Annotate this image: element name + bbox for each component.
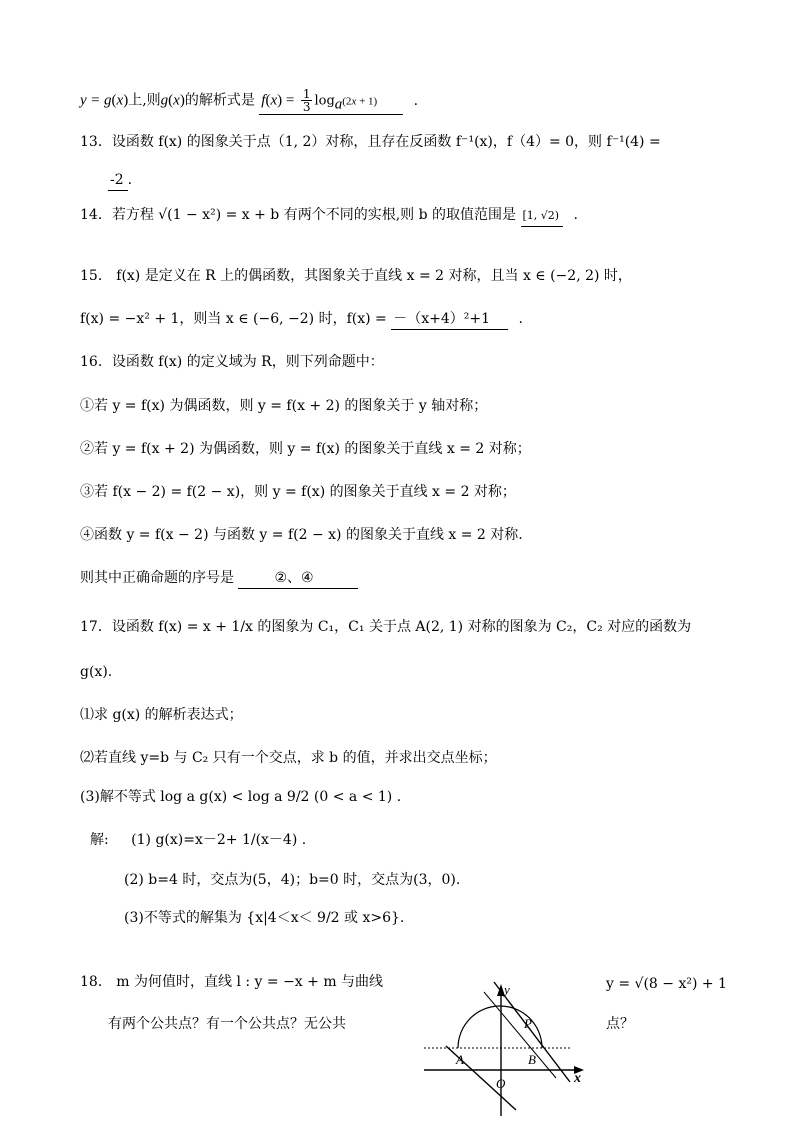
q17-line2 (80, 662, 112, 682)
q14-end: . (573, 207, 578, 223)
q16-item-4-text: ④函数 y = f(x − 2) 与函数 y = f(2 − x) 的图象关于直线 x = 2 对称. (80, 527, 523, 543)
q15-line1-text: 15． f(x) 是定义在 R 上的偶函数，其图象关于直线 x = 2 对称，且当 x ∈ (−2, 2) 时， (80, 268, 632, 284)
q12-end: . (413, 92, 419, 109)
q16-conclusion-text: 则其中正确命题的序号是 (80, 570, 234, 586)
q15-answer: －（x+4）²+1 (391, 309, 508, 330)
q13-line1 (80, 132, 661, 152)
tangent-line (494, 982, 570, 1082)
q13-text: 13．设函数 f(x) 的图象关于点（1, 2）对称，且存在反函数 f⁻¹(x)，f（4）= 0，则 f⁻¹(4) = (80, 134, 661, 150)
q16-item-2 (80, 439, 531, 459)
q17-solution-1 (90, 830, 306, 850)
q17-line2-text: g(x). (80, 664, 113, 680)
label-y: y (504, 982, 510, 997)
q18-figure (424, 978, 592, 1118)
q18-line1 (80, 972, 383, 992)
label-B: B (528, 1052, 536, 1067)
q15-line2 (80, 309, 523, 330)
q12-prefix: 上,则 (128, 92, 161, 109)
q17-solution-2 (124, 870, 460, 890)
q17-part-1-text: ⑴求 g(x) 的解析表达式； (80, 707, 243, 723)
q16-item-1-text: ①若 y = f(x) 为偶函数，则 y = f(x + 2) 的图象关于 y 轴对称； (80, 398, 488, 414)
q17-solution-3-text: (3)不等式的解集为 {x|4＜x＜ 9/2 或 x>6}. (124, 910, 405, 926)
q16-item-2-text: ②若 y = f(x + 2) 为偶函数，则 y = f(x) 的图象关于直线 x = 2 对称； (80, 441, 531, 457)
q12-mid: 的解析式是 (184, 92, 255, 109)
q18-curve-eq: y = √(8 − x²) + 1 (606, 976, 727, 992)
q16-stem (80, 352, 384, 372)
q16-item-4 (80, 525, 523, 545)
q17-part-1 (80, 705, 243, 725)
q12-line: y = g(x)上,则g(x)的解析式是 f(x) = $\frac{1}{3}$ $\log_a(2x + 1)$ . (80, 87, 419, 114)
q17-solution-3 (124, 908, 404, 928)
q12-answer: f(x) = $\frac{1}{3}$ $\log_a(2x + 1)$ (259, 88, 403, 115)
q14-answer: [1, √2) (521, 206, 564, 227)
q16-conclusion (80, 568, 358, 589)
q16-stem-text: 16．设函数 f(x) 的定义域为 R，则下列命题中： (80, 354, 384, 370)
label-P: P (524, 1016, 532, 1031)
q17-part-2-text: ⑵若直线 y=b 与 C₂ 只有一个交点，求 b 的值，并求出交点坐标； (80, 750, 497, 766)
label-O: O (496, 1076, 506, 1091)
q14-text: 14．若方程 √(1 − x²) = x + b 有两个不同的实根,则 b 的取值范围是 (80, 207, 517, 223)
q16-item-3-text: ③若 f(x − 2) = f(2 − x)，则 y = f(x) 的图象关于直线 x = 2 对称； (80, 484, 516, 500)
q18-line2-end (606, 1014, 634, 1034)
q12-y-eq-gx: y (80, 92, 87, 109)
q18-line2-text: 有两个公共点？有一个公共点？无公共 (108, 1016, 346, 1032)
q17-line1-text: 17．设函数 f(x) = x + 1/x 的图象为 C₁，C₁ 关于点 A(2, 1) 对称的图象为 C₂，C₂ 对应的函数为 (80, 619, 692, 635)
q16-item-3 (80, 482, 516, 502)
q14-line (80, 205, 578, 227)
line-through-P (484, 992, 556, 1078)
q13-line2 (108, 170, 132, 191)
label-x: x (574, 1071, 581, 1086)
q17-solution-1-text: (1) g(x)=x－2+ 1/(x－4) . (131, 832, 307, 848)
q17-line1 (80, 617, 691, 637)
q18-line1-text: 18． m 为何值时，直线 l : y = −x + m 与曲线 (80, 974, 384, 990)
q18-curve (606, 974, 727, 994)
q17-part-3 (80, 787, 401, 807)
q15-line2-text: f(x) = −x² + 1，则当 x ∈ (−6, −2) 时，f(x) = (80, 311, 387, 327)
q17-part-2 (80, 748, 497, 768)
q13-answer: -2 (108, 170, 128, 191)
q17-solution-label: 解: (90, 832, 109, 848)
q17-part-3-text: (3)解不等式 log a g(x) < log a 9/2 (0 < a < 1) . (80, 789, 402, 805)
q15-end: . (518, 311, 523, 327)
q13-end: . (127, 172, 133, 188)
q18-line2 (108, 1014, 346, 1034)
q17-solution-2-text: (2) b=4 时，交点为(5，4)；b=0 时，交点为(3，0). (124, 872, 461, 888)
q15-line1 (80, 266, 632, 286)
label-A: A (456, 1052, 464, 1067)
q18-line2-end-text: 点？ (606, 1016, 634, 1032)
q16-item-1 (80, 396, 487, 416)
q16-answer: ②、④ (238, 568, 357, 589)
